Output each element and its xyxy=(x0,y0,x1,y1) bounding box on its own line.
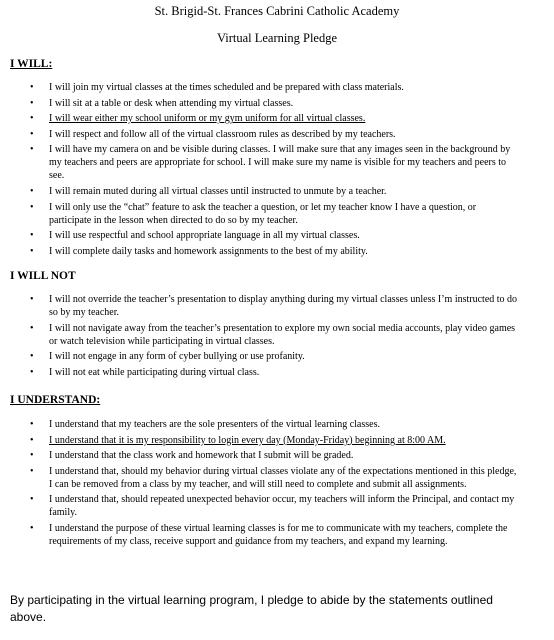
list-item: • I will sit at a table or desk when attending my virtual classes. xyxy=(30,97,294,109)
bullet-icon: • xyxy=(30,351,34,363)
school-name: St. Brigid-St. Frances Cabrini Catholic Academy xyxy=(154,4,400,18)
list-item: • I understand the purpose of these virtual learning classes is for me to communicate with my teachers, complete the requirements of my class, receive support and guidance from my teachers, and expand my learning. xyxy=(30,522,508,547)
list-item: • I will wear either my school uniform or my gym uniform for all virtual classes. xyxy=(30,113,366,125)
bullet-icon: • xyxy=(30,201,34,213)
bullet-icon: • xyxy=(30,128,34,140)
bullet-icon: • xyxy=(30,113,34,125)
list-item: • I will not navigate away from the teacher’s presentation to explore my own social media accounts, play video games or watch television while participating in virtual classes. xyxy=(30,322,516,347)
bullet-icon: • xyxy=(30,322,34,334)
bullet-icon: • xyxy=(30,245,34,257)
bullet-icon: • xyxy=(30,494,34,506)
pledge-statement: By participating in the virtual learning program, I pledge to abide by the statements outlined above. xyxy=(10,593,493,624)
bullet-icon: • xyxy=(30,366,34,378)
list-item: • I will respect and follow all of the virtual classroom rules as described by my teachers. xyxy=(30,128,396,140)
bullet-icon: • xyxy=(30,450,34,462)
list-item: • I understand that my teachers are the sole presenters of the virtual learning classes. xyxy=(30,419,380,430)
list-item: • I will join my virtual classes at the times scheduled and be prepared with class materials. xyxy=(30,82,404,93)
list-item: • I understand that, should my behavior during virtual classes violate any of the expectations mentioned in this pledge, I can be removed from a class by my teacher, and will still need to complete and submit all assignments. xyxy=(30,465,517,490)
bullet-icon: • xyxy=(30,434,34,446)
document-title: Virtual Learning Pledge xyxy=(216,31,338,45)
bullet-icon: • xyxy=(30,185,34,197)
bullet-icon: • xyxy=(30,230,34,242)
list-item: • I will not eat while participating during virtual class. xyxy=(30,366,260,378)
bullet-icon: • xyxy=(30,144,34,156)
list-item: • I will not engage in any form of cyber bullying or use profanity. xyxy=(30,351,305,363)
bullet-icon: • xyxy=(30,82,34,93)
bullet-icon: • xyxy=(30,465,34,477)
list-item: • I will use respectful and school appropriate language in all my virtual classes. xyxy=(30,230,360,242)
list-item: • I understand that it is my responsibility to login every day (Monday-Friday) beginning at 8:00 AM. xyxy=(30,434,446,446)
list-item: • I will complete daily tasks and homework assignments to the best of my ability. xyxy=(30,245,368,257)
bullet-icon: • xyxy=(30,97,34,109)
i-will-not-list xyxy=(0,293,554,381)
section-heading-i-will: I WILL: xyxy=(10,58,53,70)
section-heading-i-understand: I UNDERSTAND: xyxy=(10,394,101,406)
i-understand-list xyxy=(0,418,554,551)
list-item: • I will have my camera on and be visible during classes. I will make sure that any images seen in the background by my teachers and peers are appropriate for school. I will make sure my name is visible for my teachers and peers to see. xyxy=(30,144,511,182)
list-item: • I understand that, should repeated unexpected behavior occur, my teachers will inform the Principal, and contact my family. xyxy=(30,494,515,519)
bullet-icon: • xyxy=(30,522,34,534)
list-item: • I will remain muted during all virtual classes until instructed to unmute by a teacher. xyxy=(30,185,387,197)
bullet-icon: • xyxy=(30,419,34,430)
i-will-list xyxy=(0,81,554,260)
bullet-icon: • xyxy=(30,294,34,305)
section-heading-i-will-not: I WILL NOT xyxy=(10,270,76,282)
list-item: • I will not override the teacher’s presentation to display anything during my virtual classes unless I’m instructed to do so by my teacher. xyxy=(30,294,518,318)
list-item: • I understand that the class work and homework that I submit will be graded. xyxy=(30,450,354,462)
list-item: • I will only use the “chat” feature to ask the teacher a question, or let my teacher know I have a question, or participate in the lesson when directed to do so by my teacher. xyxy=(30,201,477,226)
